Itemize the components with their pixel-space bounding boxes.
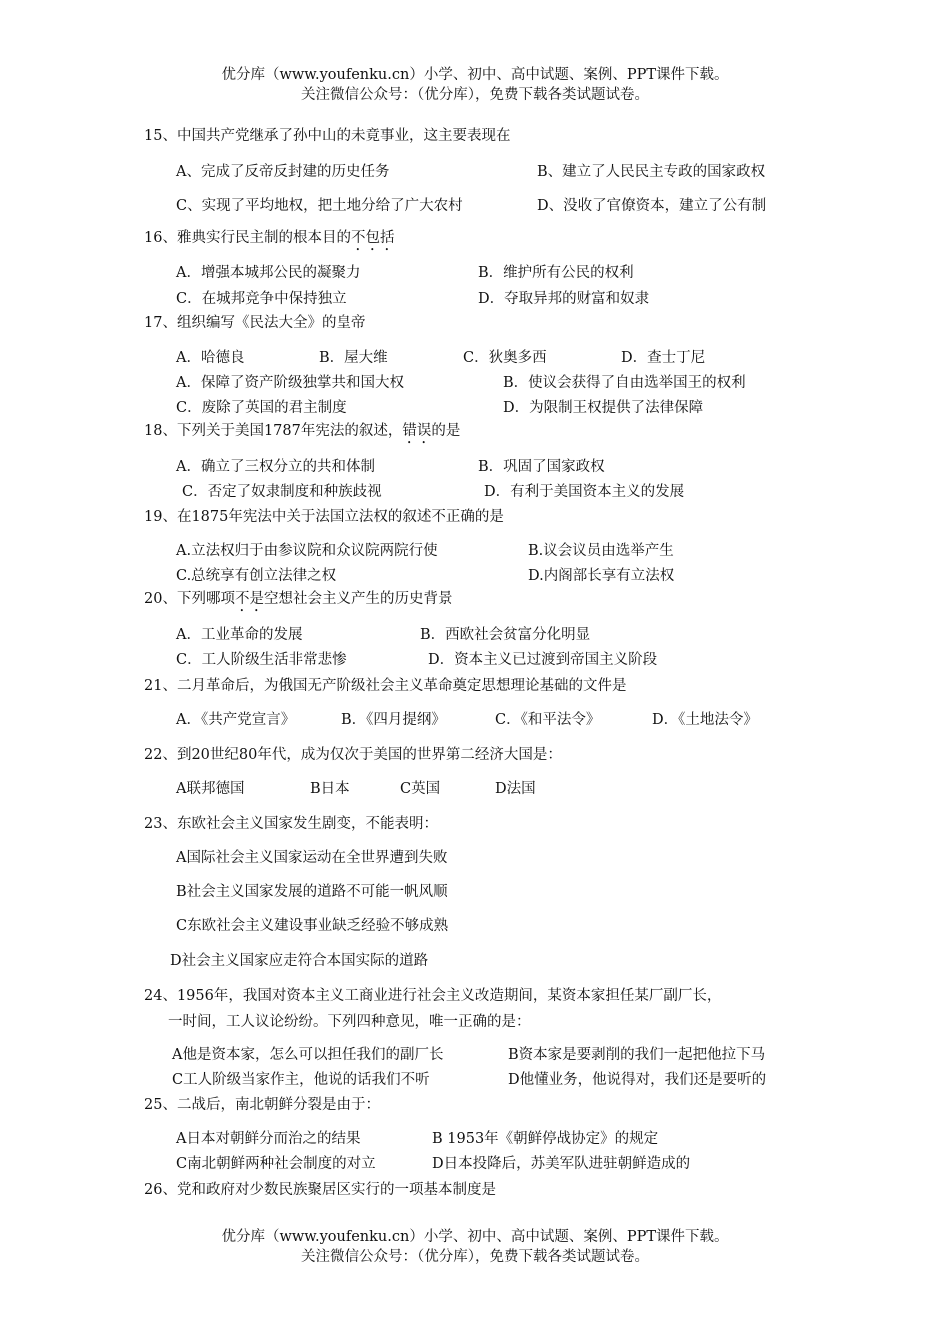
q25-option-c: C南北朝鲜两种社会制度的对立 xyxy=(176,1156,376,1172)
q15-option-b: B、建立了人民民主专政的国家政权 xyxy=(537,164,766,180)
q20-stem-pre: 20、下列哪项 xyxy=(144,591,235,607)
q15-option-a: A、完成了反帝反封建的历史任务 xyxy=(176,164,390,180)
q22-option-c: C英国 xyxy=(400,781,441,797)
q18-stem-post: 的是 xyxy=(431,423,461,439)
q19-option-a: A.立法权归于由参议院和众议院两院行使 xyxy=(176,543,438,559)
q20-option-d: D．资本主义已过渡到帝国主义阶段 xyxy=(428,652,658,668)
q17-option-a: A．哈德良 xyxy=(176,350,245,366)
q16-option-c: C．在城邦竞争中保持独立 xyxy=(176,291,347,307)
q21-option-b: B．《四月提纲》 xyxy=(341,712,446,728)
q24-option-c: C工人阶级当家作主，他说的话我们不听 xyxy=(172,1072,430,1088)
q20-option-a: A．工业革命的发展 xyxy=(176,627,303,643)
header-line-2: 关注微信公众号：（优分库），免费下载各类试题试卷。 xyxy=(301,87,649,103)
q24-stem-line-2: 一时间，工人议论纷纷。下列四种意见，唯一正确的是： xyxy=(168,1014,531,1030)
q18-stem xyxy=(144,421,460,447)
q20-stem-post: 空想社会主义产生的历史背景 xyxy=(263,591,453,607)
q15-option-d: D、没收了官僚资本，建立了公有制 xyxy=(537,198,767,214)
q16-option-d: D．夺取异邦的财富和奴隶 xyxy=(478,291,650,307)
q18-emphasis: 错误 xyxy=(402,423,432,439)
q15-option-c: C、实现了平均地权，把土地分给了广大农村 xyxy=(176,198,463,214)
q20-option-c: C．工人阶级生活非常悲惨 xyxy=(176,652,347,668)
q17-option-d2: D．为限制王权提供了法律保障 xyxy=(503,400,704,416)
q21-option-c: C．《和平法令》 xyxy=(495,712,601,728)
q17-option-d: D．查士丁尼 xyxy=(621,350,706,366)
q17-option-c: C．狄奥多西 xyxy=(463,350,547,366)
q25-stem: 25、二战后，南北朝鲜分裂是由于： xyxy=(144,1097,380,1113)
q18-option-d: D．有利于美国资本主义的发展 xyxy=(484,484,685,500)
q23-option-b: B社会主义国家发展的道路不可能一帆风顺 xyxy=(176,884,448,900)
q24-option-a: A他是资本家，怎么可以担任我们的副厂长 xyxy=(172,1047,444,1063)
q21-option-a: A．《共产党宣言》 xyxy=(176,712,296,728)
q21-stem: 21、二月革命后，为俄国无产阶级社会主义革命奠定思想理论基础的文件是 xyxy=(144,678,627,694)
q20-emphasis: 不是 xyxy=(234,591,264,607)
q23-option-a: A国际社会主义国家运动在全世界遭到失败 xyxy=(176,850,448,866)
q22-option-d: D法国 xyxy=(495,781,536,797)
q21-option-d: D．《土地法令》 xyxy=(652,712,758,728)
q16-option-a: A．增强本城邦公民的凝聚力 xyxy=(176,265,361,281)
q23-option-d: D社会主义国家应走符合本国实际的道路 xyxy=(170,953,429,969)
q18-option-c: C．否定了奴隶制度和种族歧视 xyxy=(182,484,382,500)
q20-stem xyxy=(144,589,452,615)
q24-option-b: B资本家是要剥削的我们一起把他拉下马 xyxy=(508,1047,766,1063)
footer-line-2: 关注微信公众号：（优分库），免费下载各类试题试卷。 xyxy=(301,1249,649,1265)
q16-option-b: B．维护所有公民的权利 xyxy=(478,265,634,281)
q19-option-d: D.内阁部长享有立法权 xyxy=(528,568,675,584)
q23-option-c: C东欧社会主义建设事业缺乏经验不够成熟 xyxy=(176,918,449,934)
q16-stem xyxy=(144,228,394,254)
q17-stem: 17、组织编写《民法大全》的皇帝 xyxy=(144,315,366,331)
q17-option-c2: C．废除了英国的君主制度 xyxy=(176,400,347,416)
q24-stem-line-1: 24、1956年，我国对资本主义工商业进行社会主义改造期间，某资本家担任某厂副厂长， xyxy=(144,988,722,1004)
header-line-1: 优分库（www.youfenku.cn）小学、初中、高中试题、案例、PPT课件下载。 xyxy=(221,67,729,83)
q23-stem: 23、东欧社会主义国家发生剧变，不能表明： xyxy=(144,816,438,832)
q22-stem: 22、到20世纪80年代，成为仅次于美国的世界第二经济大国是： xyxy=(144,747,562,763)
q22-option-a: A联邦德国 xyxy=(176,781,245,797)
footer-line-1: 优分库（www.youfenku.cn）小学、初中、高中试题、案例、PPT课件下载。 xyxy=(221,1229,729,1245)
q25-option-b: B 1953年《朝鲜停战协定》的规定 xyxy=(432,1131,659,1147)
q22-option-b: B日本 xyxy=(310,781,350,797)
q18-option-a: A．确立了三权分立的共和体制 xyxy=(176,459,375,475)
q20-option-b: B．西欧社会贫富分化明显 xyxy=(420,627,591,643)
q25-option-a: A日本对朝鲜分而治之的结果 xyxy=(176,1131,361,1147)
q17-option-b: B．屋大维 xyxy=(319,350,388,366)
q16-emphasis: 不包括 xyxy=(350,230,395,246)
q17-option-a2: A．保障了资产阶级独掌共和国大权 xyxy=(176,375,404,391)
q25-option-d: D日本投降后，苏美军队进驻朝鲜造成的 xyxy=(432,1156,691,1172)
q15-stem: 15、中国共产党继承了孙中山的未竟事业，这主要表现在 xyxy=(144,128,511,144)
q18-option-b: B．巩固了国家政权 xyxy=(478,459,605,475)
q17-option-b2: B．使议会获得了自由选举国王的权利 xyxy=(503,375,746,391)
q26-stem: 26、党和政府对少数民族聚居区实行的一项基本制度是 xyxy=(144,1182,496,1198)
q24-option-d: D他懂业务，他说得对，我们还是要听的 xyxy=(508,1072,767,1088)
q19-option-b: B.议会议员由选举产生 xyxy=(528,543,674,559)
q18-stem-pre: 18、下列关于美国1787年宪法的叙述， xyxy=(144,423,403,439)
q19-stem: 19、在1875年宪法中关于法国立法权的叙述不正确的是 xyxy=(144,509,504,525)
q16-stem-text: 16、雅典实行民主制的根本目的 xyxy=(144,230,351,246)
q19-option-c: C.总统享有创立法律之权 xyxy=(176,568,337,584)
